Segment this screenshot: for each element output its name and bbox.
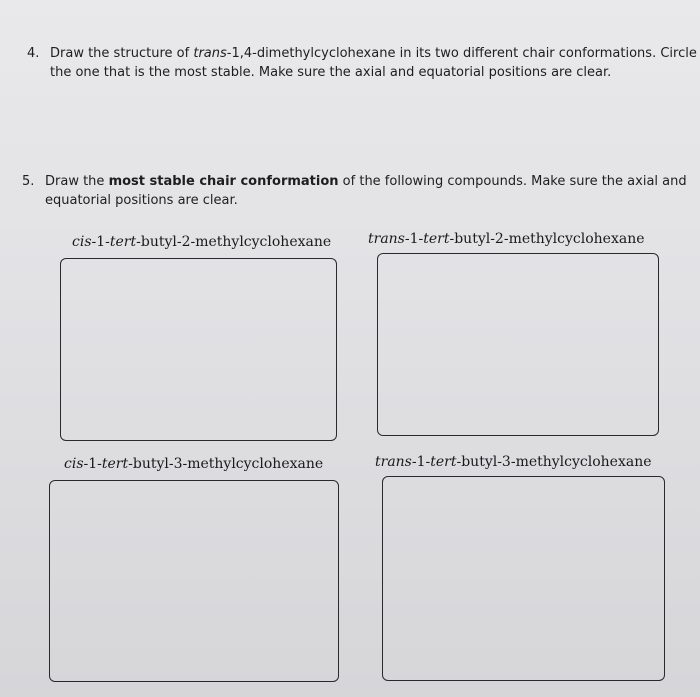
answer-box-4[interactable] [382, 476, 665, 681]
compound-1-prefix: cis [72, 234, 92, 250]
compound-3-locant: -1- [83, 456, 102, 472]
answer-box-2[interactable] [377, 253, 659, 436]
question-4-number: 4. [27, 46, 40, 61]
question-4 [27, 44, 697, 84]
compound-2-tert: tert [423, 231, 450, 247]
question-5-line-1-start: Draw the [45, 174, 109, 189]
question-5-line-2: equatorial positions are clear. [45, 193, 238, 208]
question-5 [22, 172, 687, 212]
compound-label-4 [375, 454, 652, 470]
compound-label-3 [64, 456, 323, 472]
compound-2-locant: -1- [404, 231, 424, 247]
compound-1-tert: tert [109, 234, 137, 250]
question-4-line-2: the one that is the most stable. Make sure the axial and equatorial positions are clear. [50, 65, 612, 80]
question-4-line-1 [50, 44, 697, 63]
compound-4-locant: -1- [411, 454, 431, 470]
compound-1-locant: -1- [91, 234, 110, 250]
question-5-text [45, 172, 687, 210]
compound-2-suffix: -butyl-2-methylcyclohexane [449, 231, 645, 247]
question-4-line-1-end: -1,4-dimethylcyclohexane in its two different chair conformations. Circle [226, 46, 697, 61]
compound-3-suffix: -butyl-3-methylcyclohexane [128, 456, 324, 472]
compound-3-tert: tert [101, 456, 129, 472]
question-4-text [50, 44, 697, 82]
compound-4-suffix: -butyl-3-methylcyclohexane [456, 454, 652, 470]
answer-box-3[interactable] [49, 480, 339, 682]
question-5-line-1 [45, 172, 687, 191]
compound-3-prefix: cis [64, 456, 84, 472]
compound-2-prefix: trans [368, 231, 405, 247]
compound-label-1 [72, 234, 331, 250]
question-4-trans-term: trans [193, 46, 227, 61]
compound-4-prefix: trans [375, 454, 412, 470]
question-5-bold-phrase: most stable chair conformation [108, 174, 339, 189]
compound-1-suffix: -butyl-2-methylcyclohexane [136, 234, 332, 250]
answer-box-1[interactable] [60, 258, 337, 441]
compound-4-tert: tert [430, 454, 457, 470]
compound-label-2 [368, 231, 645, 247]
question-4-line-1-start: Draw the structure of [50, 46, 194, 61]
question-5-line-1-end: of the following compounds. Make sure the axial and [338, 174, 687, 189]
question-5-number: 5. [22, 174, 35, 189]
